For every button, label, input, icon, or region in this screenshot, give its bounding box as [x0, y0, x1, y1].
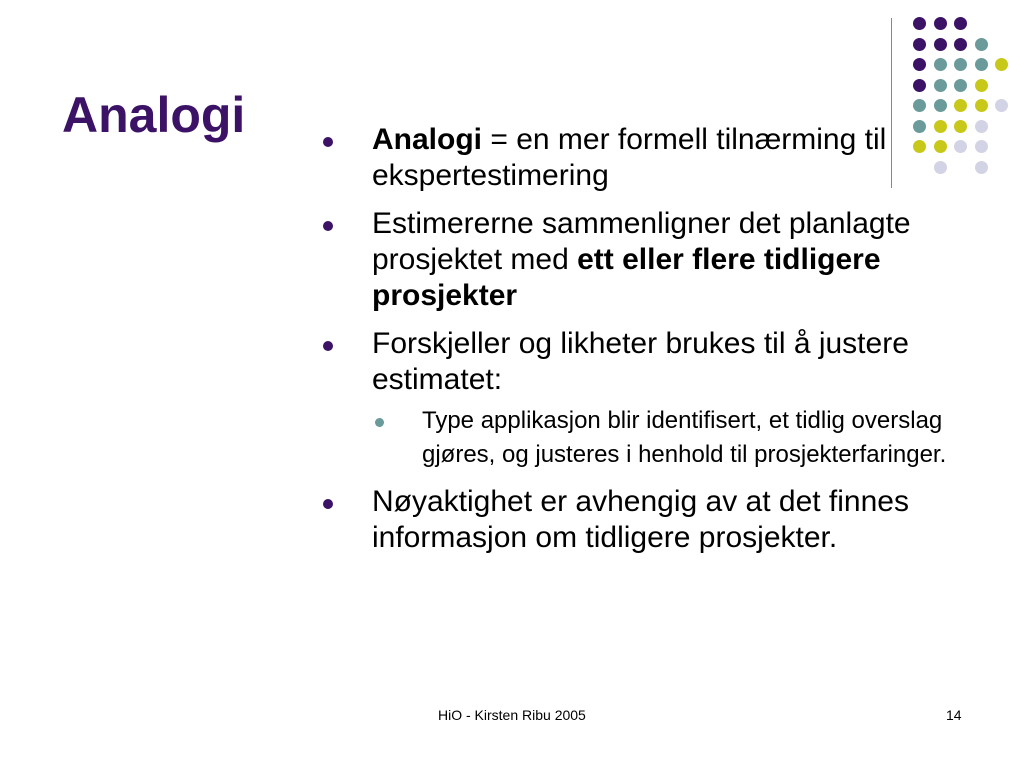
bullet-bold-term: Analogi [372, 123, 482, 156]
bullet-item [322, 326, 1012, 472]
decorative-dot [913, 79, 926, 92]
decorative-dot [913, 17, 926, 30]
sub-bullet-text: Type applikasjon blir identifisert, et tidlig overslag gjøres, og justeres i henhold til prosjekterfaringer. [422, 407, 947, 468]
decorative-dot [975, 38, 988, 51]
bullet-item [322, 206, 1012, 314]
bullet-text: Forskjeller og likheter brukes til å justere estimatet: [372, 327, 909, 396]
decorative-dot [934, 17, 947, 30]
bullet-marker-icon [323, 221, 333, 231]
sub-bullet-marker-icon [375, 418, 384, 427]
decorative-dot [975, 99, 988, 112]
decorative-dot [934, 79, 947, 92]
decorative-dot [934, 58, 947, 71]
slide-page-number: 14 [946, 707, 962, 723]
footer-author: HiO - Kirsten Ribu 2005 [438, 707, 586, 723]
slide-title: Analogi [62, 87, 246, 143]
decorative-dot [995, 58, 1008, 71]
decorative-dot [954, 99, 967, 112]
bullet-item [322, 484, 1012, 556]
bullet-marker-icon [323, 341, 333, 351]
decorative-dot [954, 17, 967, 30]
decorative-dot [954, 38, 967, 51]
decorative-dot [954, 58, 967, 71]
bullet-marker-icon [323, 137, 333, 147]
decorative-dot [975, 58, 988, 71]
decorative-dot [995, 99, 1008, 112]
sub-bullet-list [372, 404, 1012, 472]
decorative-dot [954, 79, 967, 92]
decorative-dot [934, 99, 947, 112]
bullet-text: = en mer formell tilnærming til ekspertestimering [372, 123, 887, 192]
bullet-text: Nøyaktighet er avhengig av at det finnes informasjon om tidligere prosjekter. [372, 485, 909, 554]
slide-body [322, 122, 1012, 568]
bullet-marker-icon [323, 499, 333, 509]
bullet-list [322, 122, 1012, 556]
sub-bullet-item [372, 404, 1012, 472]
bullet-bold-term: ett eller flere tidligere prosjekter [372, 243, 881, 312]
bullet-item [322, 122, 1012, 194]
decorative-dot [934, 38, 947, 51]
decorative-dot [913, 38, 926, 51]
bullet-text: Estimererne sammenligner det planlagte prosjektet med [372, 207, 911, 276]
decorative-dot [913, 99, 926, 112]
decorative-dot [913, 58, 926, 71]
decorative-dot [975, 79, 988, 92]
